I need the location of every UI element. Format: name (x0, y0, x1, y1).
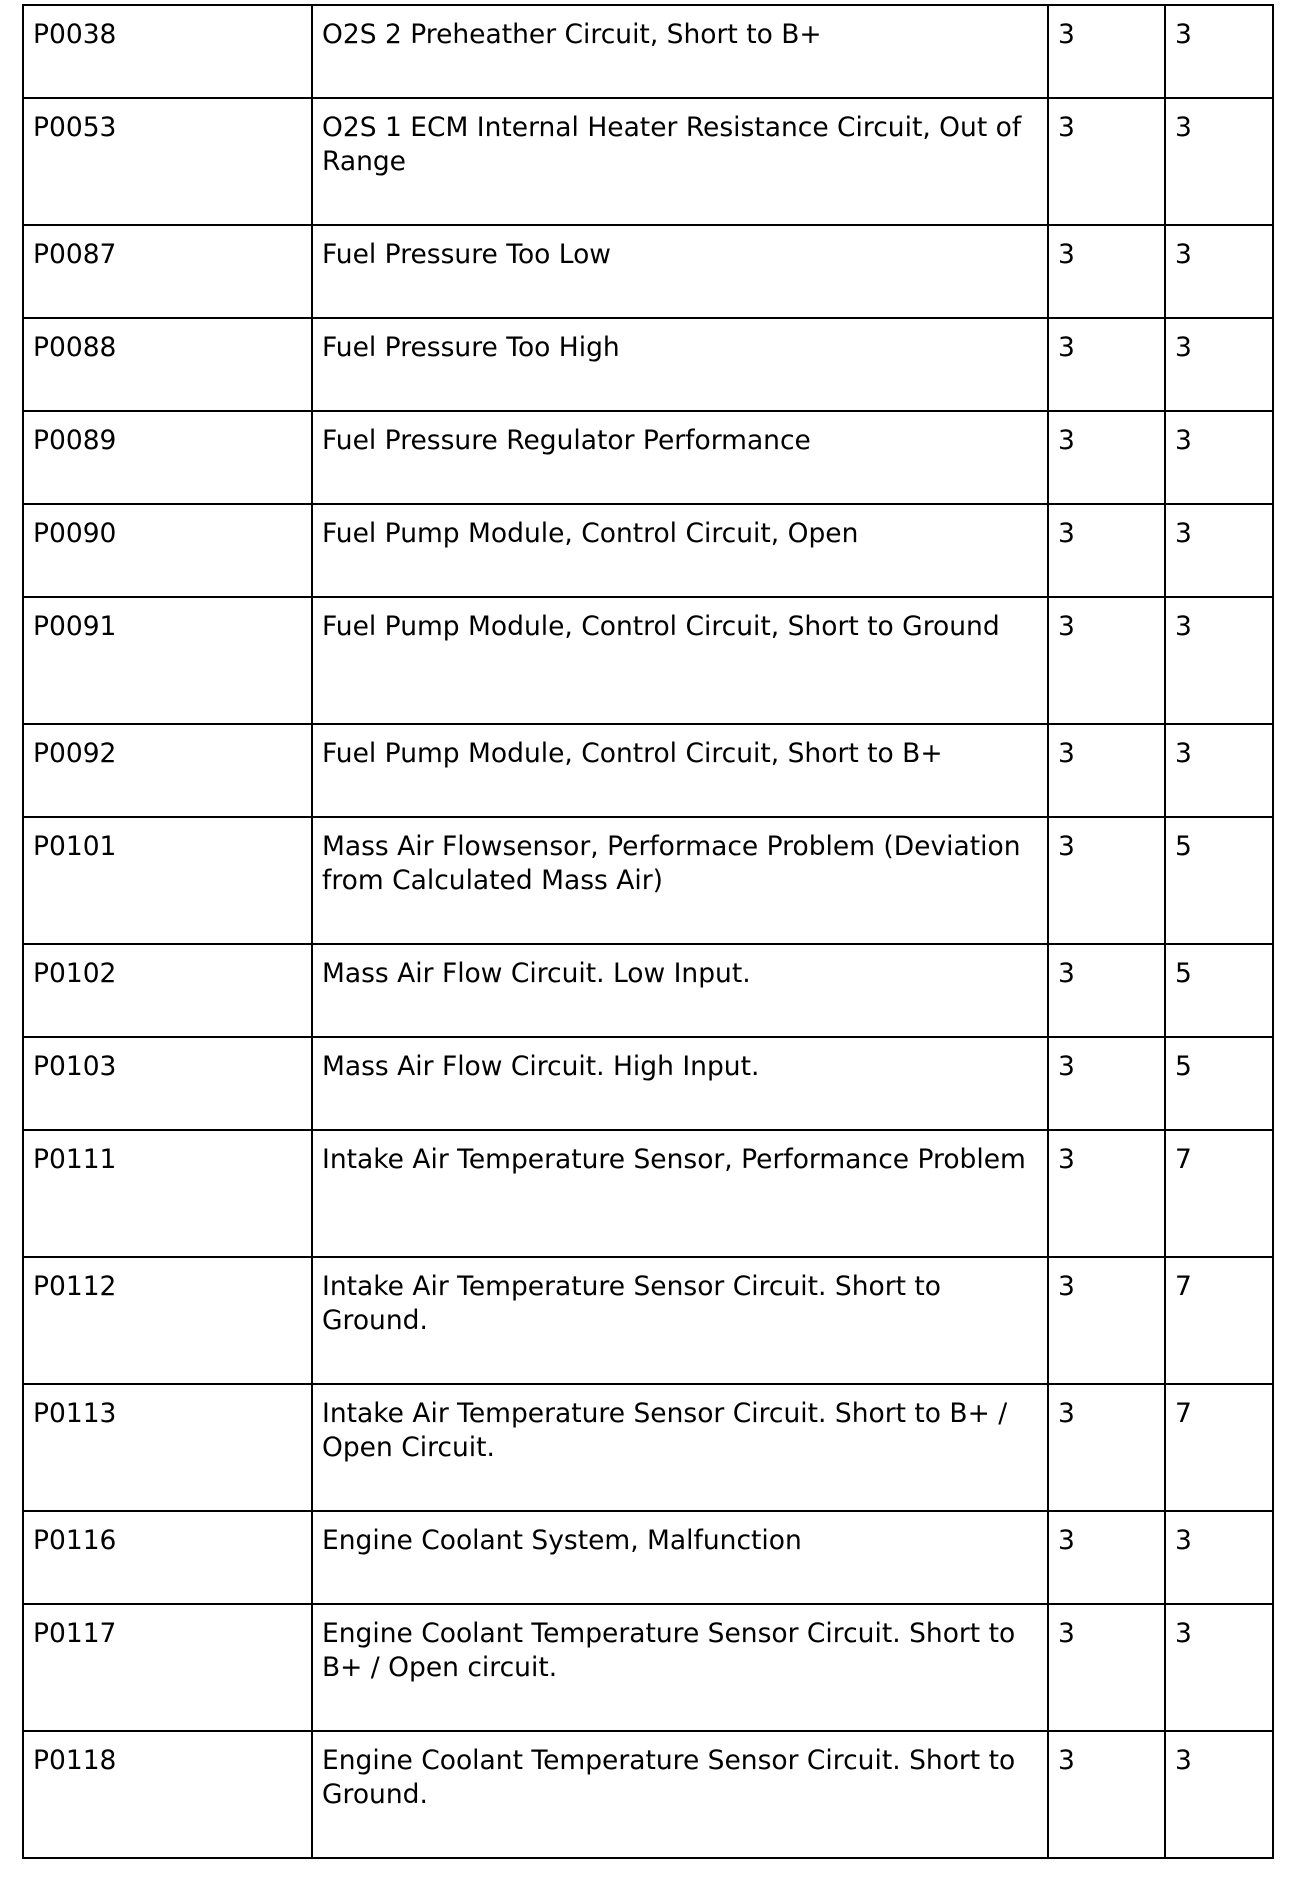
value-cell-col4: 3 (1165, 98, 1273, 225)
dtc-table (22, 4, 1274, 1859)
value-cell-col3: 3 (1048, 724, 1165, 817)
value-cell-col3: 3 (1048, 411, 1165, 504)
dtc-description-cell: Fuel Pressure Too High (312, 318, 1048, 411)
dtc-description-cell: O2S 2 Preheather Circuit, Short to B+ (312, 5, 1048, 98)
dtc-code-cell: P0103 (23, 1037, 312, 1130)
dtc-description-cell: Mass Air Flowsensor, Performace Problem (Deviation from Calculated Mass Air) (312, 817, 1048, 944)
value-cell-col3: 3 (1048, 504, 1165, 597)
dtc-description-cell: Fuel Pump Module, Control Circuit, Short to Ground (312, 597, 1048, 724)
value-cell-col3: 3 (1048, 318, 1165, 411)
value-cell-col4: 3 (1165, 724, 1273, 817)
table-row (23, 1130, 1273, 1257)
value-cell-col3: 3 (1048, 1037, 1165, 1130)
table-row (23, 1731, 1273, 1858)
value-cell-col4: 3 (1165, 1511, 1273, 1604)
dtc-code-cell: P0089 (23, 411, 312, 504)
dtc-description-cell: Intake Air Temperature Sensor Circuit. Short to Ground. (312, 1257, 1048, 1384)
value-cell-col3: 3 (1048, 1130, 1165, 1257)
dtc-code-cell: P0091 (23, 597, 312, 724)
dtc-description-cell: Fuel Pump Module, Control Circuit, Open (312, 504, 1048, 597)
value-cell-col4: 7 (1165, 1257, 1273, 1384)
dtc-code-cell: P0111 (23, 1130, 312, 1257)
table-row (23, 817, 1273, 944)
value-cell-col4: 7 (1165, 1130, 1273, 1257)
dtc-description-cell: Engine Coolant System, Malfunction (312, 1511, 1048, 1604)
value-cell-col3: 3 (1048, 1257, 1165, 1384)
table-row (23, 225, 1273, 318)
dtc-description-cell: Fuel Pump Module, Control Circuit, Short to B+ (312, 724, 1048, 817)
value-cell-col4: 5 (1165, 944, 1273, 1037)
value-cell-col3: 3 (1048, 817, 1165, 944)
dtc-code-cell: P0088 (23, 318, 312, 411)
dtc-description-cell: Engine Coolant Temperature Sensor Circuit. Short to B+ / Open circuit. (312, 1604, 1048, 1731)
value-cell-col4: 3 (1165, 5, 1273, 98)
dtc-code-cell: P0102 (23, 944, 312, 1037)
dtc-description-cell: Fuel Pressure Regulator Performance (312, 411, 1048, 504)
dtc-description-cell: Mass Air Flow Circuit. Low Input. (312, 944, 1048, 1037)
value-cell-col3: 3 (1048, 5, 1165, 98)
dtc-code-cell: P0117 (23, 1604, 312, 1731)
value-cell-col3: 3 (1048, 1604, 1165, 1731)
value-cell-col3: 3 (1048, 98, 1165, 225)
dtc-description-cell: Mass Air Flow Circuit. High Input. (312, 1037, 1048, 1130)
table-row (23, 597, 1273, 724)
value-cell-col4: 5 (1165, 817, 1273, 944)
table-row (23, 504, 1273, 597)
table-row (23, 1037, 1273, 1130)
value-cell-col3: 3 (1048, 1384, 1165, 1511)
value-cell-col4: 3 (1165, 225, 1273, 318)
value-cell-col3: 3 (1048, 1511, 1165, 1604)
table-row (23, 5, 1273, 98)
value-cell-col4: 3 (1165, 1731, 1273, 1858)
dtc-description-cell: Engine Coolant Temperature Sensor Circuit. Short to Ground. (312, 1731, 1048, 1858)
table-row (23, 944, 1273, 1037)
value-cell-col3: 3 (1048, 944, 1165, 1037)
table-row (23, 1511, 1273, 1604)
dtc-code-cell: P0116 (23, 1511, 312, 1604)
table-row (23, 318, 1273, 411)
dtc-code-cell: P0090 (23, 504, 312, 597)
dtc-code-cell: P0113 (23, 1384, 312, 1511)
dtc-description-cell: Fuel Pressure Too Low (312, 225, 1048, 318)
dtc-code-cell: P0053 (23, 98, 312, 225)
value-cell-col4: 3 (1165, 504, 1273, 597)
dtc-description-cell: O2S 1 ECM Internal Heater Resistance Circuit, Out of Range (312, 98, 1048, 225)
value-cell-col4: 7 (1165, 1384, 1273, 1511)
value-cell-col4: 5 (1165, 1037, 1273, 1130)
value-cell-col4: 3 (1165, 411, 1273, 504)
value-cell-col3: 3 (1048, 225, 1165, 318)
value-cell-col4: 3 (1165, 1604, 1273, 1731)
table-row (23, 98, 1273, 225)
dtc-description-cell: Intake Air Temperature Sensor, Performance Problem (312, 1130, 1048, 1257)
dtc-code-cell: P0092 (23, 724, 312, 817)
table-row (23, 724, 1273, 817)
table-row (23, 1384, 1273, 1511)
dtc-code-cell: P0112 (23, 1257, 312, 1384)
value-cell-col4: 3 (1165, 318, 1273, 411)
value-cell-col3: 3 (1048, 1731, 1165, 1858)
value-cell-col4: 3 (1165, 597, 1273, 724)
value-cell-col3: 3 (1048, 597, 1165, 724)
table-row (23, 411, 1273, 504)
dtc-code-cell: P0038 (23, 5, 312, 98)
dtc-code-cell: P0101 (23, 817, 312, 944)
dtc-description-cell: Intake Air Temperature Sensor Circuit. Short to B+ / Open Circuit. (312, 1384, 1048, 1511)
table-row (23, 1257, 1273, 1384)
dtc-code-cell: P0087 (23, 225, 312, 318)
table-row (23, 1604, 1273, 1731)
dtc-code-cell: P0118 (23, 1731, 312, 1858)
